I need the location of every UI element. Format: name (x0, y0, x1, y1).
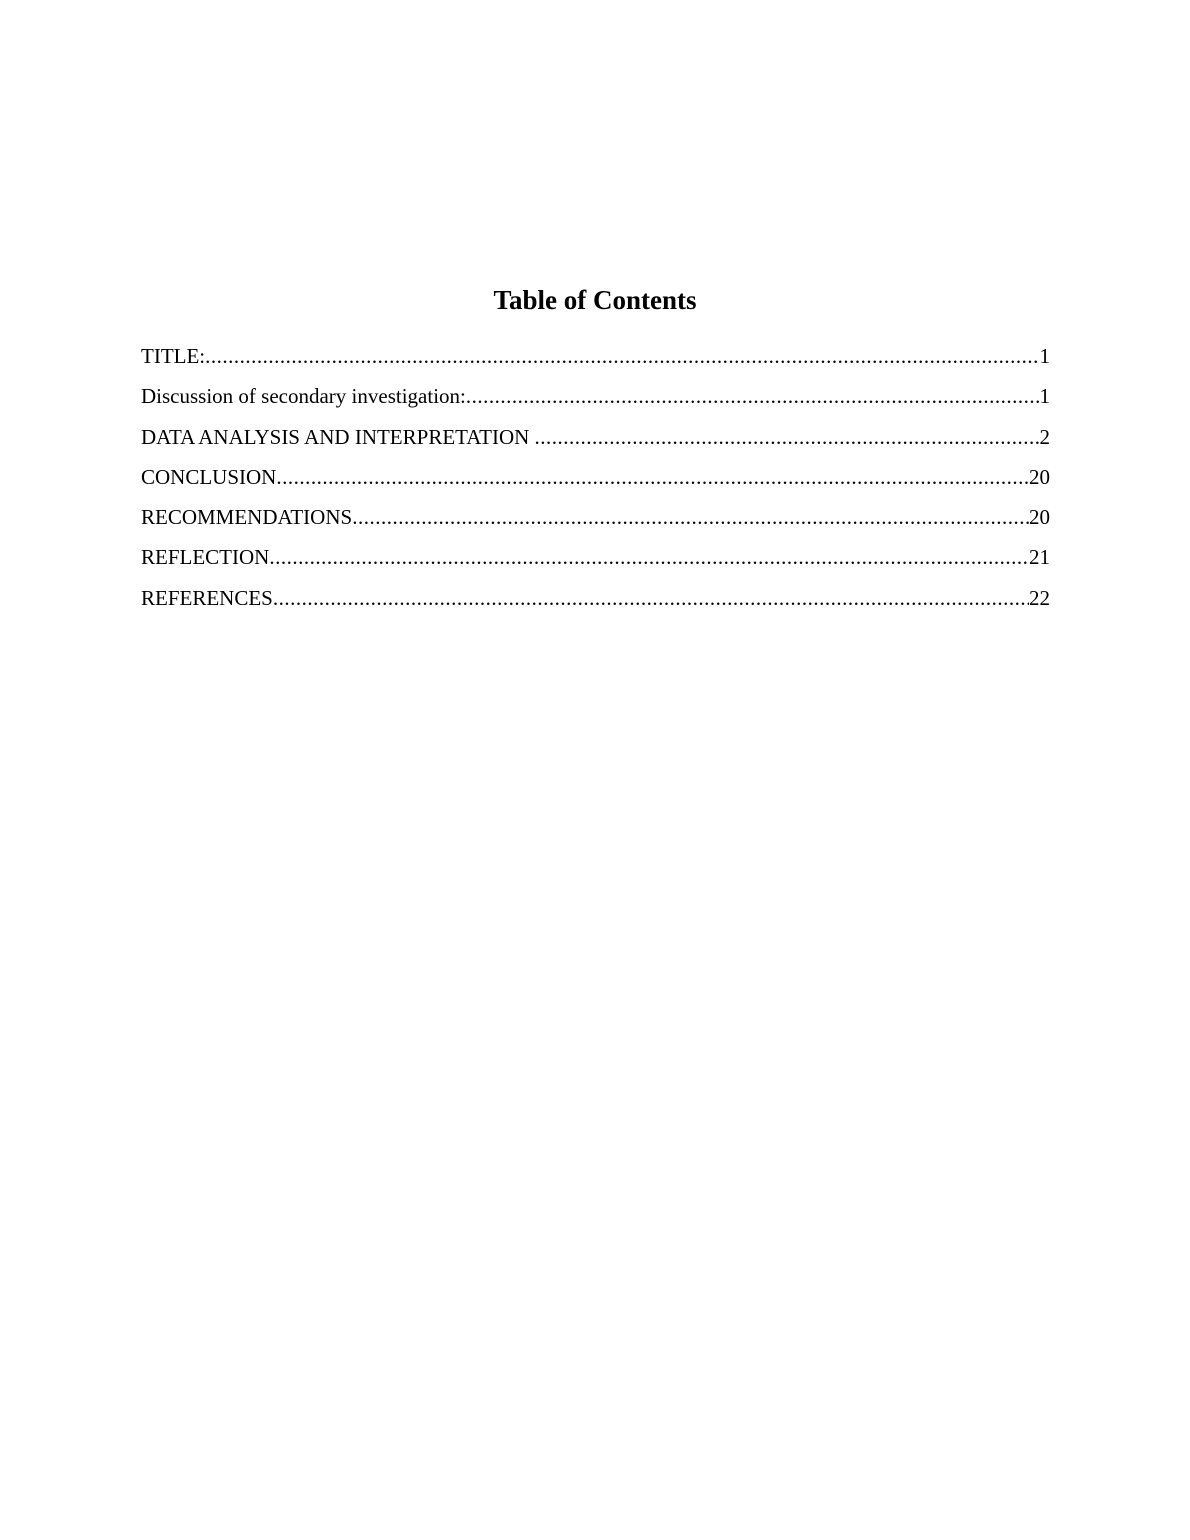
toc-title: Table of Contents (493, 285, 697, 315)
toc-dot-leader (466, 380, 1040, 412)
toc-entry-data-analysis[interactable] (141, 421, 1050, 461)
toc-entry-page: 20 (1029, 505, 1050, 530)
toc-entry-references[interactable] (141, 582, 1050, 622)
toc-entry-label: REFLECTION (141, 545, 270, 570)
toc-entry-title[interactable] (141, 340, 1050, 380)
toc-entry-recommendations[interactable] (141, 501, 1050, 541)
toc-entry-page: 1 (1039, 384, 1050, 409)
toc-entry-discussion[interactable] (141, 380, 1050, 420)
toc-dot-leader (269, 541, 1029, 573)
toc-dot-leader (276, 461, 1029, 493)
toc-entry-page: 1 (1039, 344, 1050, 368)
toc-entry-label: CONCLUSION (141, 464, 277, 489)
toc-dot-leader (205, 340, 1039, 372)
toc-list (141, 340, 1050, 622)
toc-dot-leader (273, 582, 1029, 614)
toc-entry-label: Discussion of secondary investigation: (141, 384, 466, 409)
toc-dot-leader (352, 501, 1029, 533)
toc-entry-label: TITLE: (141, 344, 206, 368)
toc-dot-leader (535, 421, 1040, 453)
toc-entry-label: REFERENCES (141, 585, 273, 610)
toc-entry-page: 20 (1029, 464, 1050, 489)
toc-entry-page: 21 (1029, 545, 1050, 570)
toc-entry-reflection[interactable] (141, 541, 1050, 581)
toc-entry-page: 22 (1029, 585, 1050, 610)
toc-entry-label: DATA ANALYSIS AND INTERPRETATION (141, 424, 535, 449)
toc-entry-label: RECOMMENDATIONS (141, 505, 353, 530)
toc-entry-conclusion[interactable] (141, 461, 1050, 501)
toc-entry-page: 2 (1039, 424, 1050, 449)
